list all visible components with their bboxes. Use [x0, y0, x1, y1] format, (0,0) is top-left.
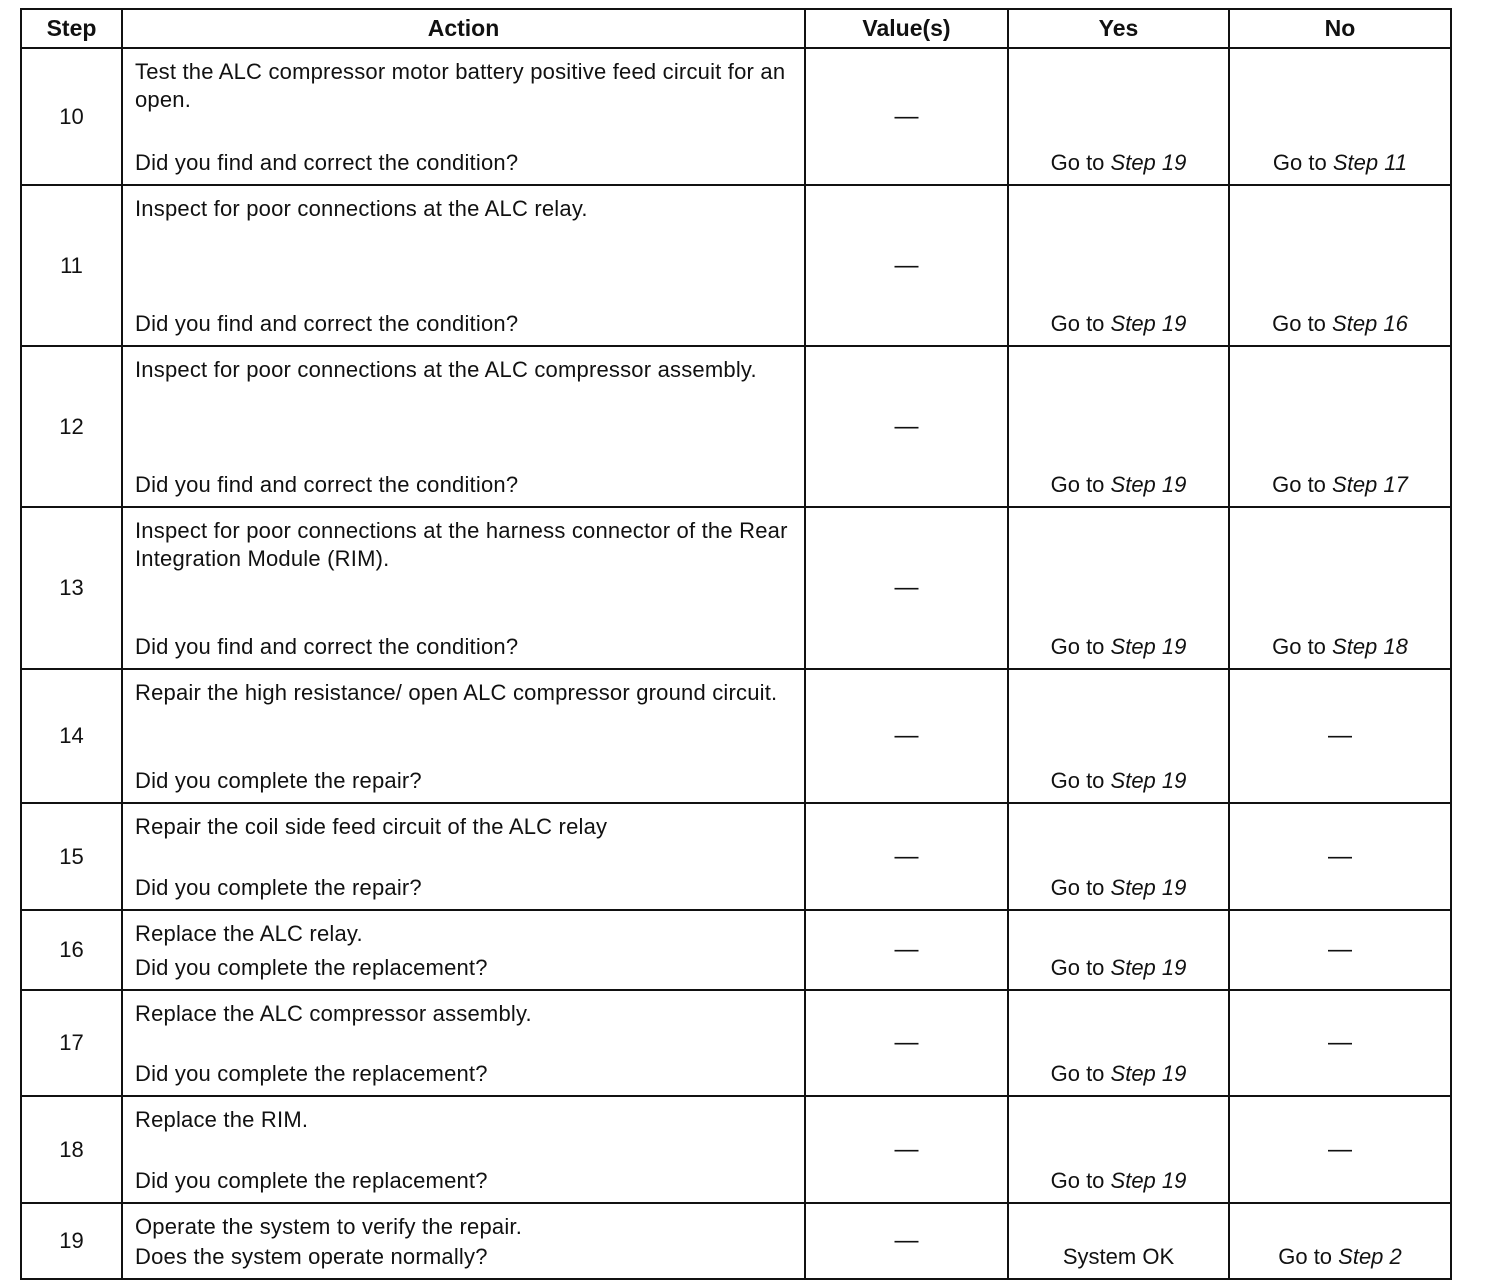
value-cell: — — [805, 990, 1008, 1096]
step-number: 19 — [21, 1203, 122, 1279]
no-cell — [1229, 185, 1451, 346]
action-cell — [122, 803, 805, 910]
no-cell: — — [1229, 990, 1451, 1096]
header-step: Step — [21, 9, 122, 48]
no-goto-link — [1278, 1244, 1402, 1269]
yes-goto-link — [1051, 1061, 1187, 1086]
header-row — [21, 9, 1451, 48]
action-text: Test the ALC compressor motor battery positive feed circuit for an open. — [135, 59, 786, 112]
action-text: Inspect for poor connections at the ALC compressor assembly. — [135, 357, 757, 382]
yes-goto-link — [1051, 472, 1187, 497]
action-question: Did you complete the replacement? — [135, 955, 488, 980]
yes-goto-step-ref: Step 19 — [1110, 634, 1187, 659]
no-cell: — — [1229, 910, 1451, 990]
table-row — [21, 185, 1451, 346]
step-number: 12 — [21, 346, 122, 507]
table-row — [21, 1203, 1451, 1279]
action-cell — [122, 990, 805, 1096]
action-cell — [122, 910, 805, 990]
value-cell: — — [805, 346, 1008, 507]
diagnostic-table — [20, 8, 1452, 1280]
step-number: 15 — [21, 803, 122, 910]
action-question: Did you find and correct the condition? — [135, 634, 519, 659]
yes-cell — [1008, 1203, 1229, 1279]
yes-result-text: System OK — [1062, 1244, 1175, 1269]
no-goto-step-ref: Step 2 — [1338, 1244, 1402, 1269]
action-question: Did you complete the replacement? — [135, 1061, 488, 1086]
value-cell: — — [805, 48, 1008, 185]
yes-goto-step-ref: Step 19 — [1110, 311, 1187, 336]
value-cell: — — [805, 1096, 1008, 1203]
action-text: Inspect for poor connections at the harness connector of the Rear Integration Module (RIM). — [135, 518, 788, 571]
no-cell: — — [1229, 1096, 1451, 1203]
yes-cell — [1008, 48, 1229, 185]
action-text: Replace the ALC compressor assembly. — [135, 1001, 532, 1026]
yes-goto-step-ref: Step 19 — [1110, 955, 1187, 980]
action-text: Operate the system to verify the repair. — [135, 1214, 523, 1239]
action-question: Does the system operate normally? — [135, 1244, 488, 1269]
yes-cell — [1008, 669, 1229, 803]
table-body — [21, 48, 1451, 1279]
no-cell: — — [1229, 669, 1451, 803]
step-number: 16 — [21, 910, 122, 990]
no-goto-prefix: Go to — [1272, 311, 1333, 336]
yes-goto-prefix: Go to — [1050, 955, 1111, 980]
action-question: Did you find and correct the condition? — [135, 311, 519, 336]
no-goto-prefix: Go to — [1272, 472, 1333, 497]
action-text: Repair the high resistance/ open ALC compressor ground circuit. — [135, 680, 778, 705]
step-number: 18 — [21, 1096, 122, 1203]
action-question: Did you find and correct the condition? — [135, 472, 519, 497]
no-goto-link — [1272, 311, 1408, 336]
yes-cell — [1008, 346, 1229, 507]
step-number: 13 — [21, 507, 122, 669]
action-text: Inspect for poor connections at the ALC relay. — [135, 196, 588, 221]
table-row — [21, 990, 1451, 1096]
yes-goto-step-ref: Step 19 — [1110, 150, 1187, 175]
no-cell — [1229, 1203, 1451, 1279]
value-cell: — — [805, 1203, 1008, 1279]
yes-cell — [1008, 990, 1229, 1096]
action-question: Did you complete the repair? — [135, 875, 422, 900]
step-number: 10 — [21, 48, 122, 185]
yes-goto-step-ref: Step 19 — [1110, 1168, 1187, 1193]
header-yes: Yes — [1008, 9, 1229, 48]
action-text: Replace the ALC relay. — [135, 921, 363, 946]
value-cell: — — [805, 803, 1008, 910]
action-cell — [122, 185, 805, 346]
no-cell — [1229, 346, 1451, 507]
yes-goto-step-ref: Step 19 — [1110, 875, 1187, 900]
table-row — [21, 669, 1451, 803]
yes-cell — [1008, 185, 1229, 346]
yes-goto-prefix: Go to — [1050, 150, 1111, 175]
action-cell — [122, 669, 805, 803]
yes-cell — [1008, 507, 1229, 669]
action-text: Replace the RIM. — [135, 1107, 309, 1132]
no-goto-step-ref: Step 18 — [1332, 634, 1408, 659]
header-action: Action — [122, 9, 805, 48]
table-row — [21, 48, 1451, 185]
action-cell — [122, 507, 805, 669]
no-goto-prefix: Go to — [1272, 634, 1333, 659]
no-cell — [1229, 507, 1451, 669]
action-cell — [122, 1203, 805, 1279]
no-goto-prefix: Go to — [1272, 150, 1333, 175]
value-cell: — — [805, 185, 1008, 346]
no-cell: — — [1229, 803, 1451, 910]
action-cell — [122, 1096, 805, 1203]
header-values: Value(s) — [805, 9, 1008, 48]
value-cell: — — [805, 669, 1008, 803]
yes-goto-link — [1051, 150, 1187, 175]
no-goto-prefix: Go to — [1278, 1244, 1339, 1269]
action-question: Did you complete the replacement? — [135, 1168, 488, 1193]
value-cell: — — [805, 507, 1008, 669]
yes-goto-prefix: Go to — [1050, 1168, 1111, 1193]
yes-goto-step-ref: Step 19 — [1110, 472, 1187, 497]
yes-goto-link — [1051, 875, 1187, 900]
step-number: 17 — [21, 990, 122, 1096]
yes-goto-prefix: Go to — [1050, 472, 1111, 497]
yes-goto-step-ref: Step 19 — [1110, 768, 1187, 793]
yes-goto-prefix: Go to — [1050, 875, 1111, 900]
no-cell — [1229, 48, 1451, 185]
no-goto-link — [1272, 472, 1408, 497]
yes-goto-link — [1051, 955, 1187, 980]
yes-cell — [1008, 1096, 1229, 1203]
yes-goto-prefix: Go to — [1050, 768, 1111, 793]
table-row — [21, 803, 1451, 910]
action-question: Did you complete the repair? — [135, 768, 422, 793]
no-goto-step-ref: Step 17 — [1332, 472, 1408, 497]
yes-goto-prefix: Go to — [1050, 311, 1111, 336]
action-cell — [122, 48, 805, 185]
yes-goto-link — [1051, 1168, 1187, 1193]
no-goto-link — [1273, 150, 1407, 175]
table-row — [21, 507, 1451, 669]
step-number: 11 — [21, 185, 122, 346]
no-goto-step-ref: Step 11 — [1332, 150, 1408, 175]
step-number: 14 — [21, 669, 122, 803]
table-row — [21, 346, 1451, 507]
action-text: Repair the coil side feed circuit of the ALC relay — [135, 814, 608, 839]
yes-goto-link — [1051, 311, 1187, 336]
action-question: Did you find and correct the condition? — [135, 150, 519, 175]
table-row — [21, 910, 1451, 990]
yes-cell — [1008, 910, 1229, 990]
yes-goto-step-ref: Step 19 — [1110, 1061, 1187, 1086]
action-cell — [122, 346, 805, 507]
yes-goto-link — [1051, 634, 1187, 659]
yes-cell — [1008, 803, 1229, 910]
yes-goto-prefix: Go to — [1050, 1061, 1111, 1086]
table-row — [21, 1096, 1451, 1203]
value-cell: — — [805, 910, 1008, 990]
no-goto-step-ref: Step 16 — [1332, 311, 1408, 336]
no-goto-link — [1272, 634, 1408, 659]
yes-goto-link — [1051, 768, 1187, 793]
header-no: No — [1229, 9, 1451, 48]
yes-goto-prefix: Go to — [1050, 634, 1111, 659]
